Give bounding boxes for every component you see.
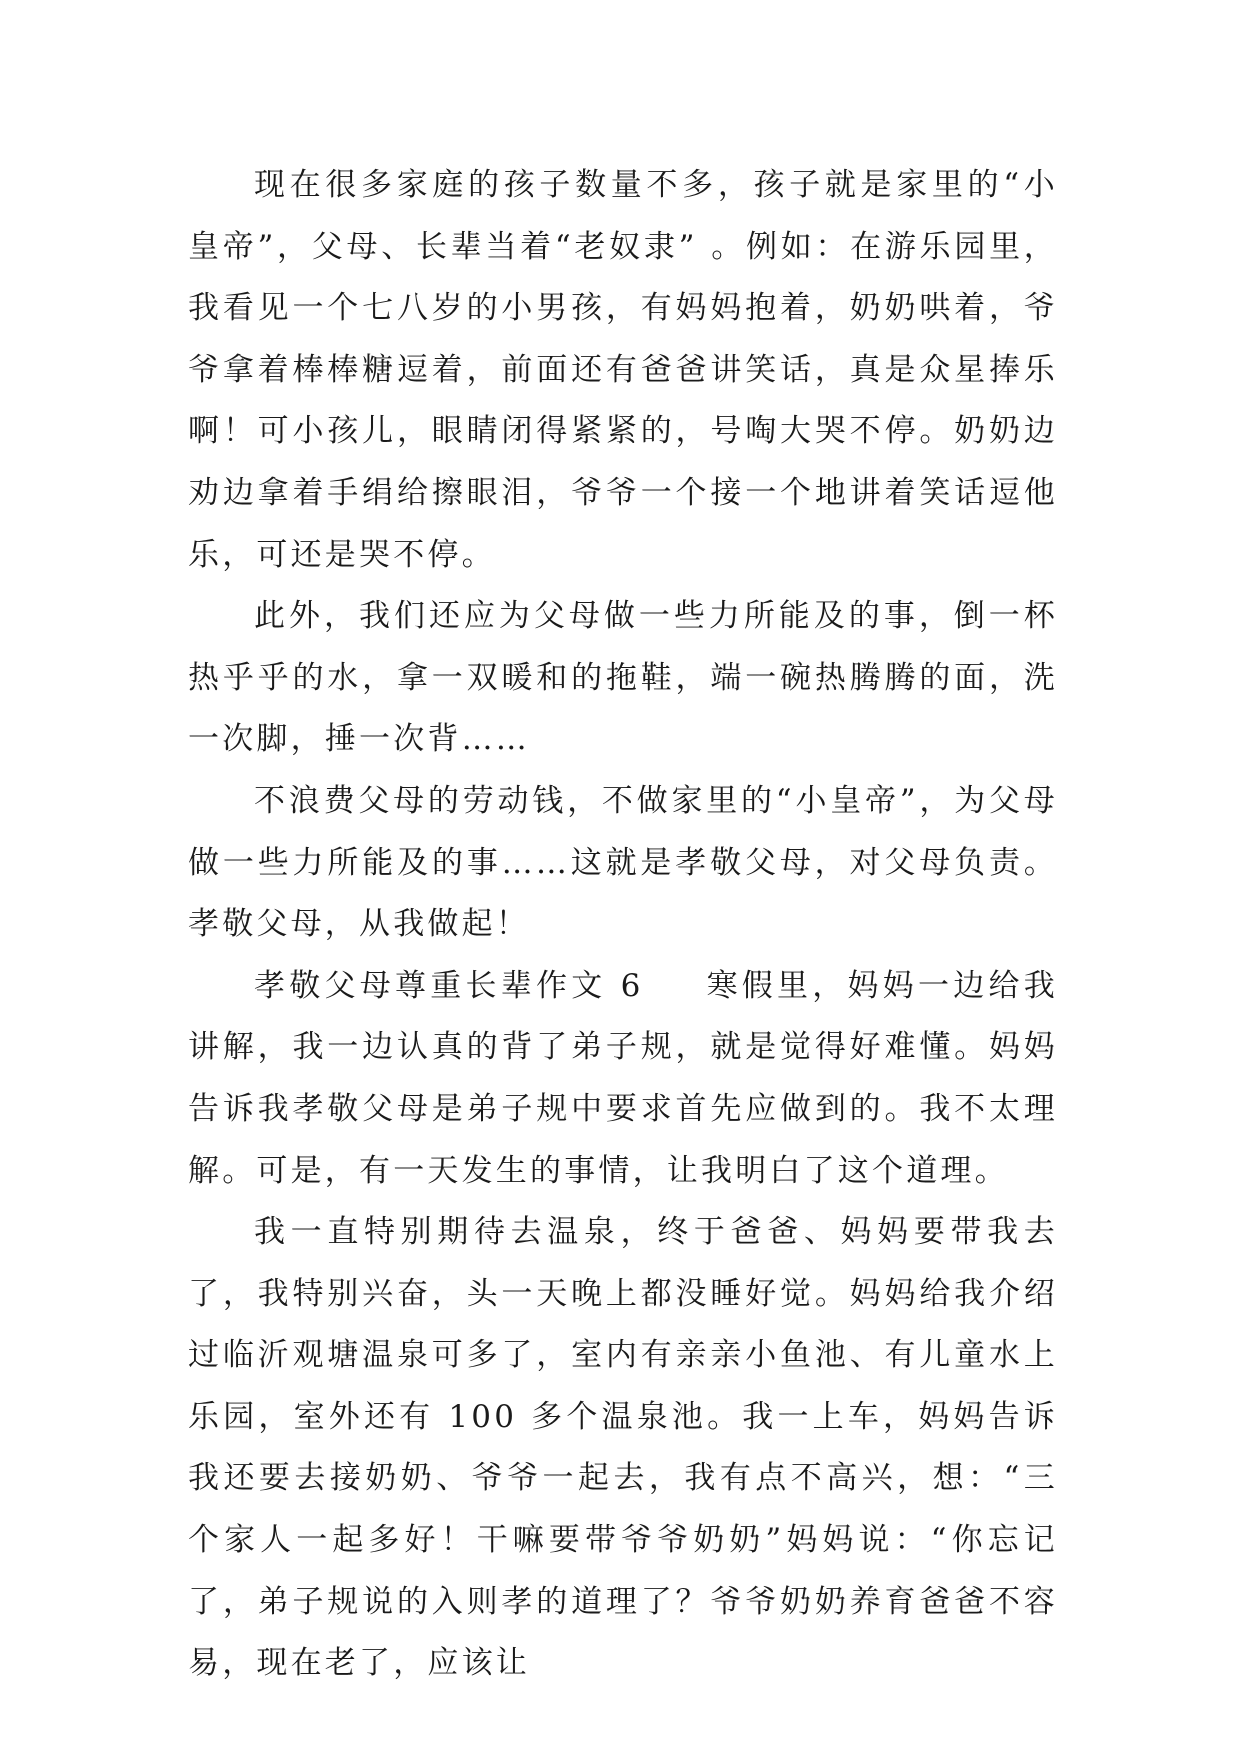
document-body bbox=[188, 155, 1058, 1695]
paragraph-1: 现在很多家庭的孩子数量不多，孩子就是家里的“小皇帝”，父母、长辈当着“老奴隶” 。例如：在游乐园里，我看见一个七八岁的小男孩，有妈妈抱着，奶奶哄着，爷爷拿着棒棒糖逗着，前面还有爸爸讲笑话，真是众星捧乐啊！可小孩儿，眼睛闭得紧紧的，号啕大哭不停。奶奶边劝边拿着手绢给擦眼泪，爷爷一个接一个地讲着笑话逗他乐，可还是哭不停。 bbox=[188, 167, 1058, 573]
paragraph-4 bbox=[188, 956, 1058, 1202]
paragraph-5: 我一直特别期待去温泉，终于爸爸、妈妈要带我去了，我特别兴奋，头一天晚上都没睡好觉。妈妈给我介绍过临沂观塘温泉可多了，室内有亲亲小鱼池、有儿童水上乐园，室外还有 100 多个温泉池。我一上车，妈妈告诉我还要去接奶奶、爷爷一起去，我有点不高兴，想：“三个家人一起多好！干嘛要带爷爷奶奶”妈妈说：“你忘记了，弟子规说的入则孝的道理了？爷爷奶奶养育爸爸不容易，现在老了，应该让 bbox=[188, 1214, 1058, 1682]
essay-heading: 孝敬父母尊重长辈作文 6 bbox=[254, 967, 644, 1004]
paragraph-2: 此外，我们还应为父母做一些力所能及的事，倒一杯热乎乎的水，拿一双暖和的拖鞋，端一碗热腾腾的面，洗一次脚，捶一次背…… bbox=[188, 598, 1058, 758]
paragraph-4-body: 寒假里，妈妈一边给我讲解，我一边认真的背了弟子规，就是觉得好难懂。妈妈告诉我孝敬父母是弟子规中要求首先应做到的。我不太理解。可是，有一天发生的事情，让我明白了这个道理。 bbox=[188, 967, 1058, 1189]
paragraph-3: 不浪费父母的劳动钱，不做家里的“小皇帝”，为父母做一些力所能及的事……这就是孝敬父母，对父母负责。孝敬父母，从我做起！ bbox=[188, 782, 1058, 943]
